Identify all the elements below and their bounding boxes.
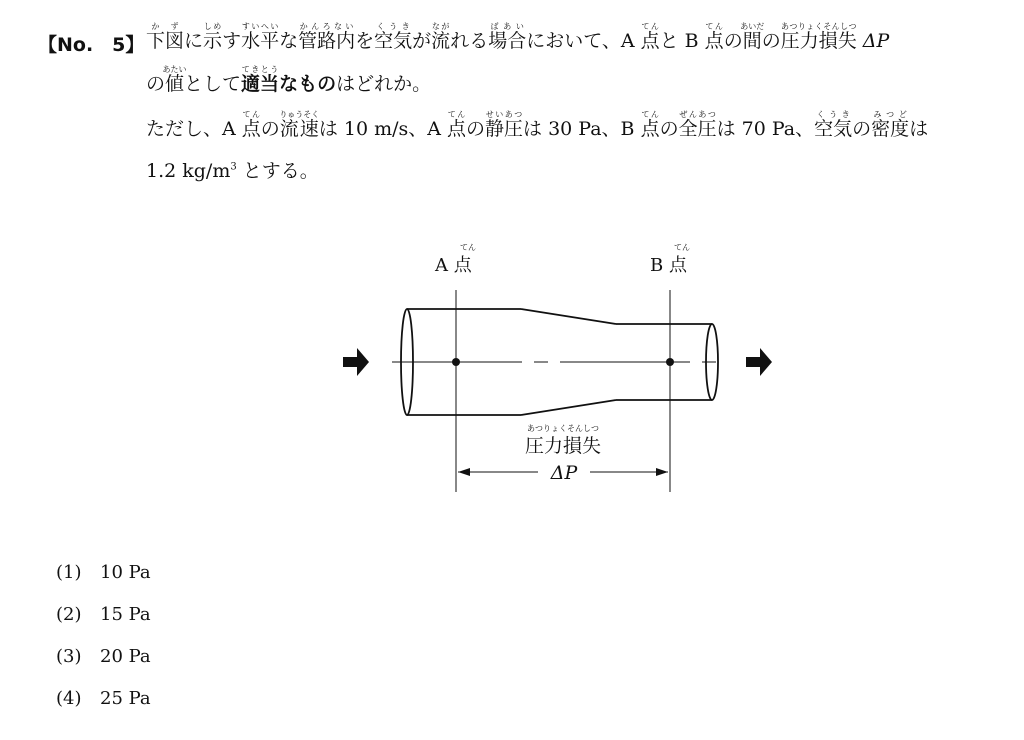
point-a-ruby: てん xyxy=(460,243,476,252)
option-number: (3) xyxy=(56,646,82,667)
option-text: 25 Pa xyxy=(100,688,151,709)
option-text: 10 Pa xyxy=(100,562,151,583)
point-a-label: A 点 xyxy=(435,255,472,276)
question-number: 【No. 5】 xyxy=(38,34,145,56)
flow-in-arrow-icon xyxy=(343,348,369,376)
point-b-ruby: てん xyxy=(674,243,690,252)
delta-p-label: ΔP xyxy=(550,462,578,484)
point-b-dot xyxy=(666,358,674,366)
option-4[interactable] xyxy=(56,688,151,709)
question-line-1: 下か図ずに示しめす水平すいへいな管路内かんろないを空気くうきが流ながれる場合ばあいにおいて、A 点てんと B 点てんの間あいだの圧力損失あつりょくそんしつ ΔP xyxy=(146,22,890,52)
pressure-loss-label: 圧力損失 xyxy=(524,435,602,457)
question-line-2: の値あたいとして適当てきとうなものはどれか。 xyxy=(146,65,432,95)
pressure-loss-ruby: あつりょくそんしつ xyxy=(527,424,599,433)
option-1[interactable] xyxy=(56,562,151,583)
pipe-top-taper xyxy=(521,309,616,324)
option-text: 15 Pa xyxy=(100,604,151,625)
option-2[interactable] xyxy=(56,604,151,625)
flow-out-arrow-icon xyxy=(746,348,772,376)
option-text: 20 Pa xyxy=(100,646,151,667)
option-3[interactable] xyxy=(56,646,151,667)
option-number: (2) xyxy=(56,604,82,625)
point-b-label: B 点 xyxy=(650,255,687,276)
question-line-3: ただし、A 点てんの流速りゅうそくは 10 m/s、A 点てんの静圧せいあつは 30 Pa、B 点てんの全圧ぜんあつは 70 Pa、空気くうきの密度みつどは xyxy=(146,110,929,140)
option-number: (1) xyxy=(56,562,82,583)
pipe-bottom-taper xyxy=(521,400,616,415)
option-number: (4) xyxy=(56,688,82,709)
point-a-dot xyxy=(452,358,460,366)
question-line-4: 1.2 $kg/m^3$ とする。 xyxy=(146,160,319,182)
